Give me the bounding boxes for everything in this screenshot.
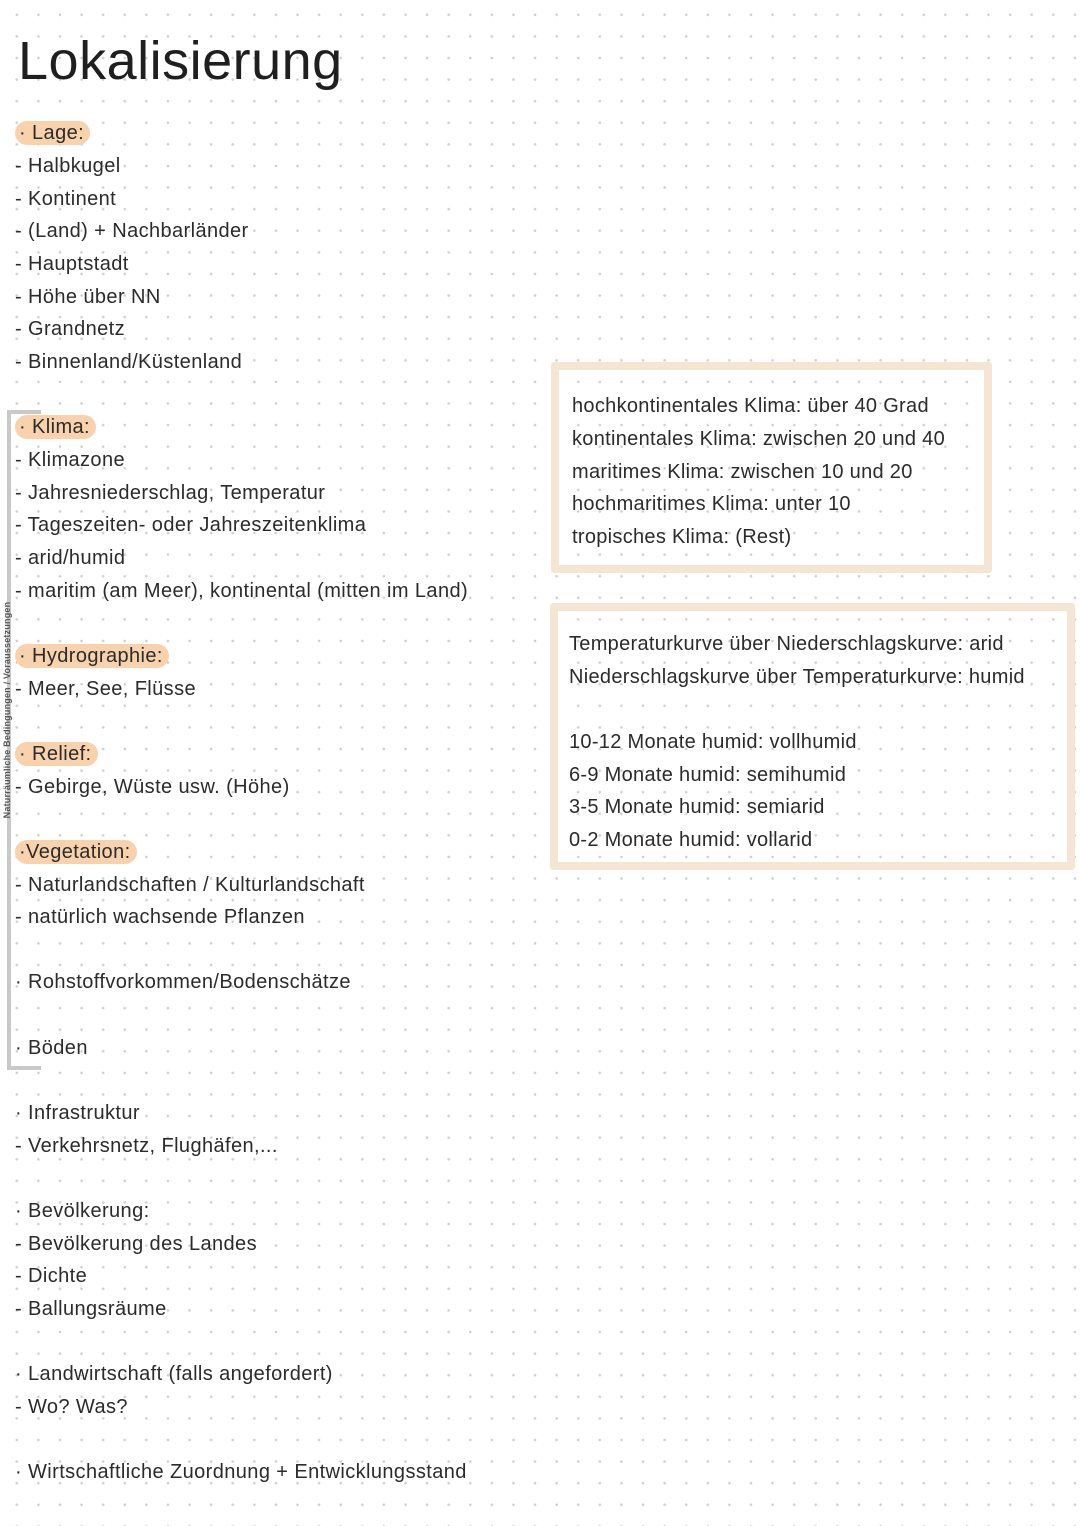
heading-wirtschaft: · Wirtschaftliche Zuordnung + Entwicklungsstand — [15, 1461, 467, 1483]
list-item: - arid/humid — [15, 547, 126, 569]
climate-info-box — [551, 362, 992, 573]
list-item: - Tageszeiten- oder Jahreszeitenklima — [15, 514, 367, 536]
list-item: - Jahresniederschlag, Temperatur — [15, 482, 326, 504]
list-item: - maritim (am Meer), kontinental (mitten im Land) — [15, 580, 469, 602]
box-line: 3-5 Monate humid: semiarid — [569, 796, 825, 818]
heading-infrastruktur: · Infrastruktur — [15, 1102, 140, 1124]
box-line: Temperaturkurve über Niederschlagskurve: arid — [569, 633, 1004, 655]
list-item: - Meer, See, Flüsse — [15, 678, 196, 700]
page-title: Lokalisierung — [18, 31, 343, 91]
heading-relief: · Relief: — [15, 740, 98, 768]
box-line: tropisches Klima: (Rest) — [572, 526, 792, 548]
side-label: Naturräumliche Bedingungen / Voraussetzungen — [2, 601, 12, 819]
box-line: hochmaritimes Klima: unter 10 — [572, 493, 851, 515]
box-line: maritimes Klima: zwischen 10 und 20 — [572, 461, 913, 483]
list-item: - (Land) + Nachbarländer — [15, 220, 249, 242]
list-item: - Bevölkerung des Landes — [15, 1233, 257, 1255]
box-line: 6-9 Monate humid: semihumid — [569, 764, 847, 786]
list-item: - Grandnetz — [15, 318, 126, 340]
heading-hydrographie: · Hydrographie: — [15, 642, 169, 670]
arid-humid-info-box — [550, 603, 1075, 870]
list-item: - Dichte — [15, 1265, 88, 1287]
heading-rohstoffe: · Rohstoffvorkommen/Bodenschätze — [15, 971, 351, 993]
heading-lage: · Lage: — [15, 119, 90, 147]
list-item: - Gebirge, Wüste usw. (Höhe) — [15, 776, 290, 798]
heading-klima: · Klima: — [15, 413, 96, 441]
list-item: - Naturlandschaften / Kulturlandschaft — [15, 874, 365, 896]
box-line: 10-12 Monate humid: vollhumid — [569, 731, 857, 753]
heading-boeden: · Böden — [15, 1037, 88, 1059]
list-item: - Klimazone — [15, 449, 125, 471]
list-item: - Binnenland/Küstenland — [15, 351, 243, 373]
list-item: - Wo? Was? — [15, 1396, 128, 1418]
list-item: - Verkehrsnetz, Flughäfen,... — [15, 1135, 278, 1157]
list-item: - Ballungsräume — [15, 1298, 167, 1320]
list-item: - Kontinent — [15, 188, 117, 210]
list-item: - Höhe über NN — [15, 286, 161, 308]
box-line: Niederschlagskurve über Temperaturkurve: humid — [569, 666, 1025, 688]
heading-vegetation: ·Vegetation: — [15, 838, 137, 866]
list-item: - Hauptstadt — [15, 253, 129, 275]
list-item: - natürlich wachsende Pflanzen — [15, 906, 305, 928]
box-line: kontinentales Klima: zwischen 20 und 40 — [572, 428, 946, 450]
list-item: - Halbkugel — [15, 155, 121, 177]
heading-bevoelkerung: · Bevölkerung: — [15, 1200, 150, 1222]
box-line: 0-2 Monate humid: vollarid — [569, 829, 813, 851]
heading-landwirtschaft: · Landwirtschaft (falls angefordert) — [15, 1363, 333, 1385]
box-line: hochkontinentales Klima: über 40 Grad — [572, 395, 929, 417]
